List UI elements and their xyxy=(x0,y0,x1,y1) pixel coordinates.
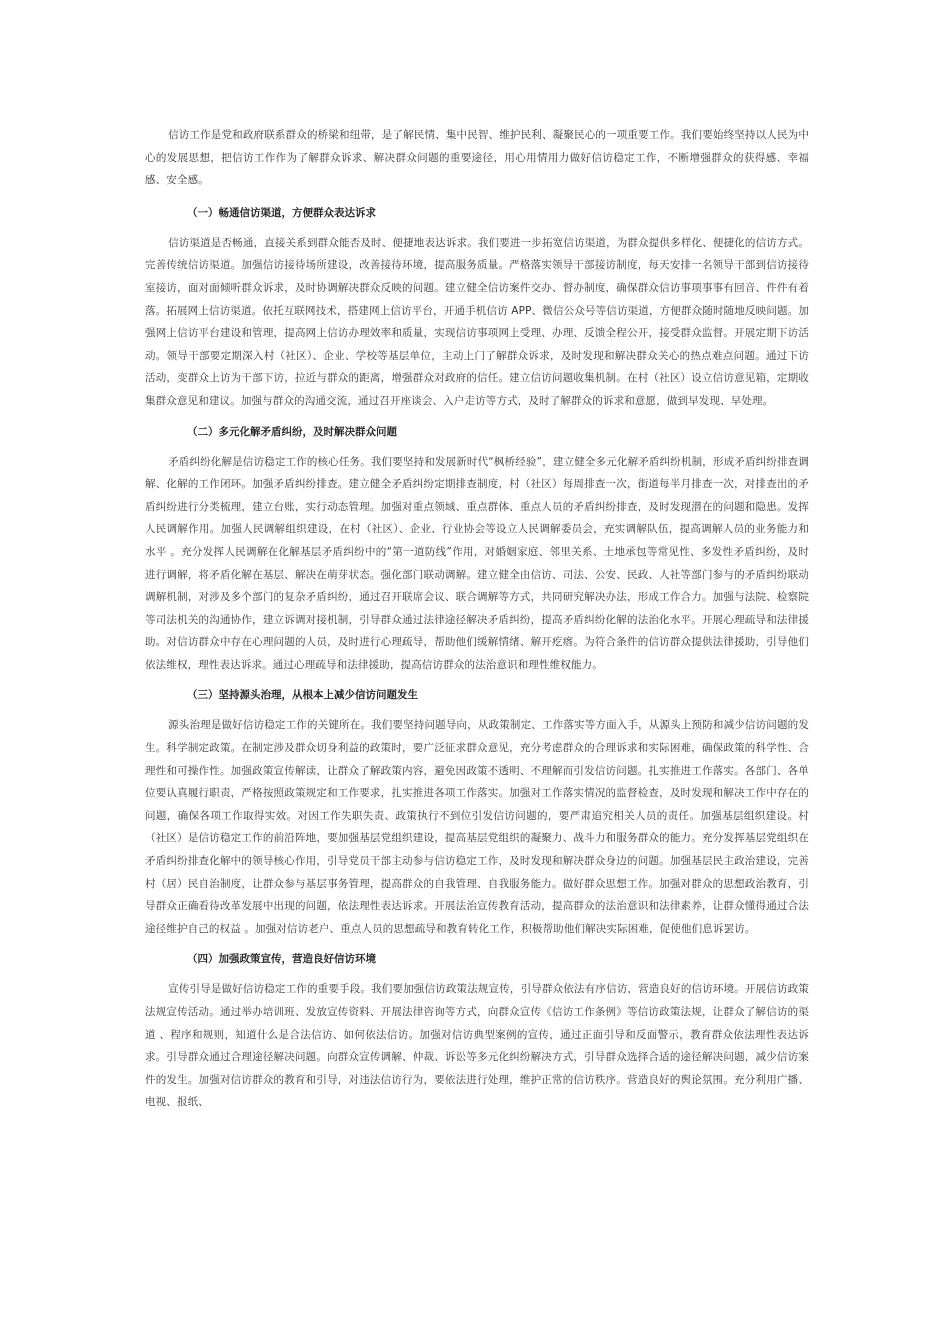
section-body-1: 信访渠道是否畅通，直接关系到群众能否及时、便捷地表达诉求。我们要进一步拓宽信访渠道，为群众提供多样化、便捷化的信访方式。完善传统信访渠道。加强信访接待场所建设，改善接待环境，提高服务质量。严格落实领导干部接访制度，每天安排一名领导干部到信访接待室接访，面对面倾听群众诉求，及时协调解决群众反映的问题。建立健全信访案件交办、督办制度，确保群众信访事项事事有回音、件件有着落。拓展网上信访渠道。依托互联网技术，搭建网上信访平台，开通手机信访 APP、微信公众号等信访渠道，方便群众随时随地反映问题。加强网上信访平台建设和管理，提高网上信访办理效率和质量，实现信访事项网上受理、办理、反馈全程公开，接受群众监督。开展定期下访活动。领导干部要定期深入村（社区）、企业、学校等基层单位，主动上门了解群众诉求，及时发现和解决群众关心的热点难点问题。通过下访活动，变群众上访为干部下访，拉近与群众的距离，增强群众对政府的信任。建立信访问题收集机制。在村（社区）设立信访意见箱，定期收集群众意见和建议。加强与群众的沟通交流，通过召开座谈会、入户走访等方式，及时了解群众的诉求和意愿，做到早发现、早处理。 xyxy=(145,236,809,407)
section-body-4: 宣传引导是做好信访稳定工作的重要手段。我们要加强信访政策法规宣传，引导群众依法有序信访，营造良好的信访环境。开展信访政策法规宣传活动。通过举办培训班、发放宣传资料、开展法律咨询等方式，向群众宣传《信访工作条例》等信访政策法规，让群众了解信访的渠道 、程序和规则，知道什么是合法信访、如何依法信访。加强对信访典型案例的宣传，通过正面引导和反面警示，教育群众依法理性表达诉求。引导群众通过合理途径解决问题。向群众宣传调解、仲裁、诉讼等多元化纠纷解决方式，引导群众选择合适的途径解决问题，减少信访案件的发生。加强对信访群众的教育和引导，对违法信访行为，要依法进行处理，维护正常的信访秩序。营造良好的舆论氛围。充分利用广播、电视、报纸、 xyxy=(145,983,809,1109)
section-heading-3: （三）坚持源头治理，从根本上减少信访问题发生 xyxy=(187,689,418,702)
section-body-3: 源头治理是做好信访稳定工作的关键所在。我们要坚持问题导向，从政策制定、工作落实等方面入手，从源头上预防和减少信访问题的发生。科学制定政策。在制定涉及群众切身利益的政策时，要广泛征求群众意见，充分考虑群众的合理诉求和实际困难，确保政策的科学性、合理性和可操作性。加强政策宣传解读，让群众了解政策内容，避免因政策不透明、不理解而引发信访问题。扎实推进工作落实。各部门、各单位要认真履行职责，严格按照政策规定和工作要求，扎实推进各项工作落实。加强对工作落实情况的监督检查，及时发现和解决工作中存在的问题，确保各项工作取得实效。对因工作失职失责、政策执行不到位引发信访问题的，要严肃追究相关人员的责任。加强基层组织建设。村（社区）是信访稳定工作的前沿阵地，要加强基层党组织建设，提高基层党组织的凝聚力、战斗力和服务群众的能力。充分发挥基层党组织在矛盾纠纷排查化解中的领导核心作用，引导党员干部主动参与信访稳定工作，及时发现和解决群众身边的问题。加强基层民主政治建设，完善村（居）民自治制度，让群众参与基层事务管理，提高群众的自我管理、自我服务能力。做好群众思想工作。加强对群众的思想政治教育，引导群众正确看待改革发展中出现的问题，依法理性表达诉求。开展法治宣传教育活动，提高群众的法治意识和法律素养，让群众懂得通过合法途径维护自己的权益 。加强对信访老户、重点人员的思想疏导和教育转化工作，积极帮助他们解决实际困难，促使他们息诉罢访。 xyxy=(145,719,809,935)
document-page xyxy=(145,124,809,1122)
intro-paragraph: 信访工作是党和政府联系群众的桥梁和纽带，是了解民情、集中民智、维护民利、凝聚民心的一项重要工作。我们要始终坚持以人民为中心的发展思想，把信访工作作为了解群众诉求、解决群众问题的重要途径，用心用情用力做好信访稳定工作，不断增强群众的获得感、幸福感、安全感。 xyxy=(145,129,809,187)
section-heading-4: （四）加强政策宣传，营造良好信访环境 xyxy=(187,953,376,966)
section-heading-1: （一）畅通信访渠道，方便群众表达诉求 xyxy=(187,206,376,219)
section-body-2: 矛盾纠纷化解是信访稳定工作的核心任务。我们要坚持和发展新时代“枫桥经验”，建立健全多元化解矛盾纠纷机制，形成矛盾纠纷排查调解、化解的工作闭环。加强矛盾纠纷排查。建立健全矛盾纠纷定期排查制度，村（社区）每周排查一次，街道每半月排查一次，对排查出的矛盾纠纷进行分类梳理，建立台账，实行动态管理。加强对重点领域、重点群体、重点人员的矛盾纠纷排查，及时发现潜在的问题和隐患。发挥人民调解作用。加强人民调解组织建设，在村（社区）、企业、行业协会等设立人民调解委员会，充实调解队伍，提高调解人员的业务能力和水平 。充分发挥人民调解在化解基层矛盾纠纷中的“第一道防线”作用，对婚姻家庭、邻里关系、土地承包等常见性、多发性矛盾纠纷，及时进行调解，将矛盾化解在基层、解决在萌芽状态。强化部门联动调解。建立健全由信访、司法、公安、民政、人社等部门参与的矛盾纠纷联动调解机制，对涉及多个部门的复杂矛盾纠纷，通过召开联席会议、联合调解等方式，共同研究解决办法，形成工作合力。加强与法院、检察院等司法机关的沟通协作，建立诉调对接机制，引导群众通过法律途径解决矛盾纠纷，提高矛盾纠纷化解的法治化水平。开展心理疏导和法律援助。对信访群众中存在心理问题的人员，及时进行心理疏导，帮助他们缓解情绪、解开疙瘩。为符合条件的信访群众提供法律援助，引导他们依法维权，理性表达诉求。通过心理疏导和法律援助，提高信访群众的法治意识和理性维权能力。 xyxy=(145,455,809,671)
section-heading-2: （二）多元化解矛盾纠纷，及时解决群众问题 xyxy=(187,425,397,438)
